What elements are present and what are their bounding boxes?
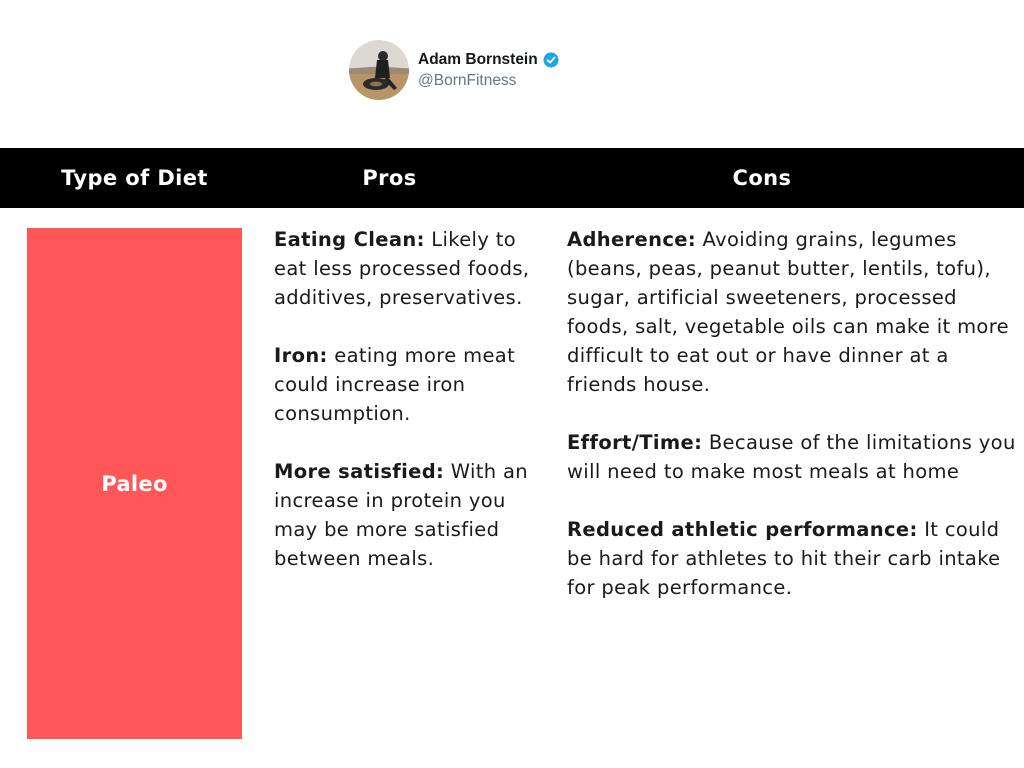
con-item-text: It could be hard for athletes to hit their carb intake for peak performance. [567,518,1001,599]
pro-item [274,225,554,312]
pro-item [274,457,554,573]
pro-item [274,341,554,428]
con-item-title: Effort/Time: [567,431,703,454]
header-cons: Cons [732,166,792,190]
con-item-title: Adherence: [567,228,696,251]
con-item-text: Avoiding grains, legumes (beans, peas, peanut butter, lentils, tofu), sugar, artificial sweeteners, processed foods, salt, vegetable oils can make it more difficult to eat out or have dinner at a friends house. [567,228,1009,396]
diet-name: Paleo [101,471,168,496]
con-item-title: Reduced athletic performance: [567,518,918,541]
cons-column [567,225,1022,631]
diet-type-cell [27,228,242,739]
pro-item-text: Likely to eat less processed foods, additives, preservatives. [274,228,530,309]
con-item [567,515,1022,602]
pro-item-text: eating more meat could increase iron consumption. [274,344,516,425]
pros-column [274,225,554,602]
con-item [567,225,1022,399]
header-pros: Pros [362,166,417,190]
header-type-of-diet: Type of Diet [61,166,208,190]
author-name[interactable]: Adam Bornstein [418,50,538,68]
pro-item-title: Iron: [274,344,328,367]
avatar[interactable] [349,40,409,100]
author-handle[interactable]: @BornFitness [418,71,517,89]
con-item-text: Because of the limitations you will need to make most meals at home [567,431,1016,483]
table-header [0,148,1024,208]
pro-item-title: Eating Clean: [274,228,425,251]
author-profile[interactable] [349,40,559,100]
pro-item-title: More satisfied: [274,460,445,483]
pro-item-text: With an increase in protein you may be more satisfied between meals. [274,460,528,570]
verified-badge-icon [543,52,559,68]
con-item [567,428,1022,486]
